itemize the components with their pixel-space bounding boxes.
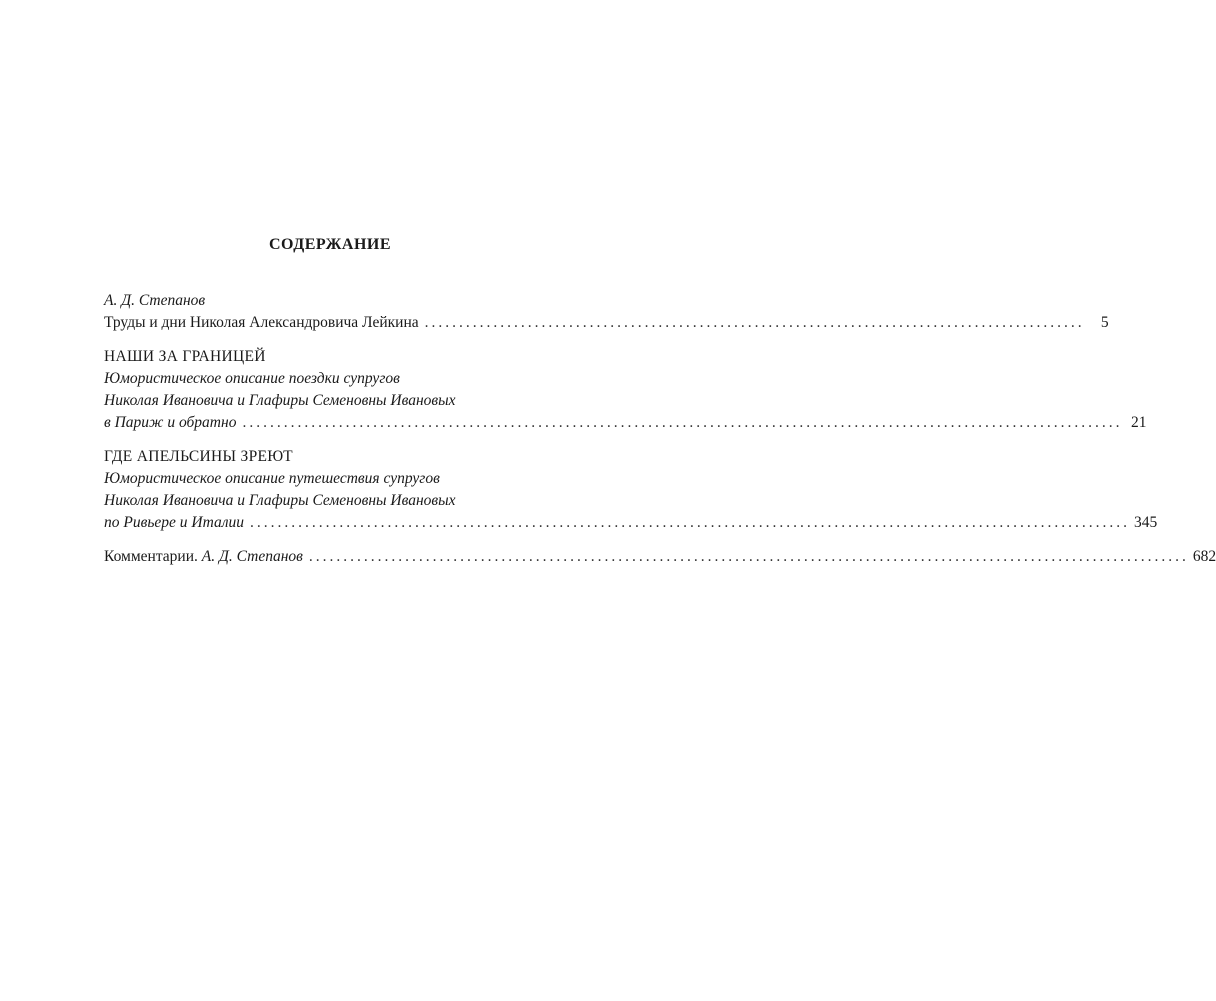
- entry-title-line[interactable]: [104, 412, 1147, 434]
- entry-subtitle: Николая Ивановича и Глафиры Семеновны Ивановых: [104, 392, 456, 409]
- leader-dots: ................................................................................................: [424, 314, 1085, 331]
- entry-subtitle: по Ривьере и Италии: [104, 514, 244, 531]
- toc-entry-gde-apelsiny-zreyut: [104, 446, 1158, 534]
- entry-title: Труды и дни Николая Александровича Лейкина: [104, 314, 419, 331]
- toc-heading: СОДЕРЖАНИЕ: [268, 236, 392, 253]
- entry-heading: НАШИ ЗА ГРАНИЦЕЙ: [104, 348, 266, 365]
- entry-title-line[interactable]: [104, 546, 1216, 568]
- entry-title-line[interactable]: [104, 312, 1109, 334]
- entry-subtitle: в Париж и обратно: [104, 414, 237, 431]
- table-of-contents: [104, 290, 1216, 568]
- entry-heading: ГДЕ АПЕЛЬСИНЫ ЗРЕЮТ: [104, 448, 293, 465]
- entry-author: А. Д. Степанов: [201, 548, 303, 565]
- leader-dots: ................................................................................................................................: [249, 514, 1130, 531]
- entry-page-number: 5: [1100, 314, 1109, 331]
- leader-dots: ................................................................................................................................: [308, 548, 1189, 565]
- entry-subtitle: Николая Ивановича и Глафиры Семеновны Ивановых: [104, 492, 456, 509]
- toc-entry-nashi-za-granitsei: [104, 346, 1147, 434]
- leader-dots: ................................................................................................................................: [242, 414, 1123, 431]
- entry-page-number: 21: [1130, 414, 1147, 431]
- entry-author: А. Д. Степанов: [104, 292, 206, 309]
- entry-page-number: 682: [1192, 548, 1216, 565]
- toc-entry-commentary: [104, 546, 1216, 568]
- entry-title: Комментарии.: [104, 548, 198, 565]
- toc-entry-stepanov-intro: [104, 290, 1109, 334]
- entry-subtitle: Юмористическое описание путешествия супругов: [104, 470, 440, 487]
- entry-subtitle: Юмористическое описание поездки супругов: [104, 370, 400, 387]
- entry-page-number: 345: [1133, 514, 1158, 531]
- entry-title-line[interactable]: [104, 512, 1158, 534]
